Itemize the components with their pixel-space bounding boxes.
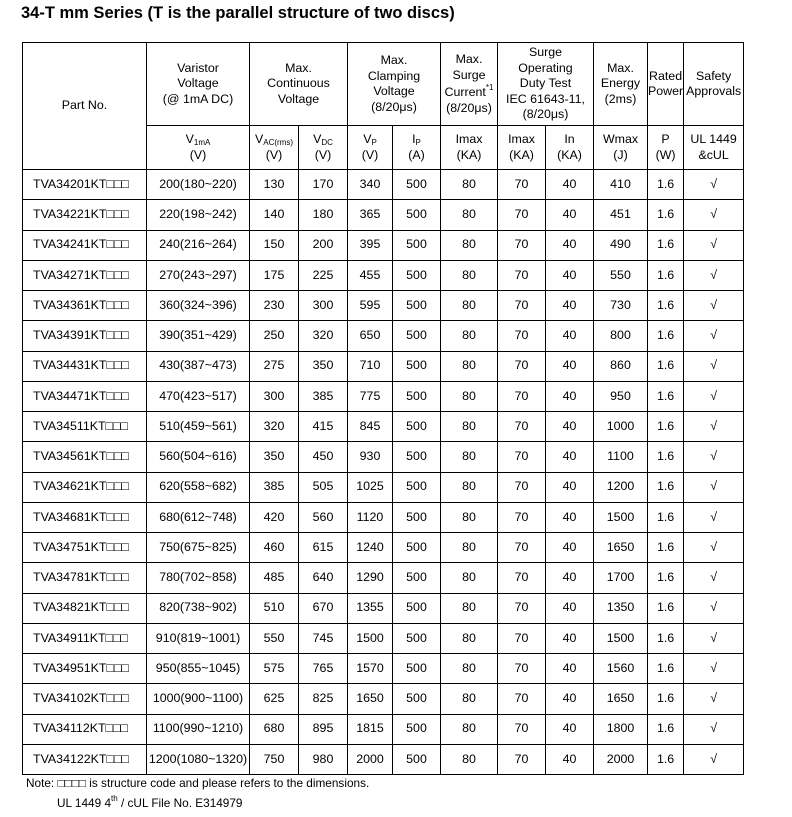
header-part-no: Part No. xyxy=(23,43,147,170)
cell-imax-duty: 70 xyxy=(498,381,546,411)
unit-v1ma: $V_{1mA}$ (V) xyxy=(147,126,250,170)
cell-vp: 2000 xyxy=(348,744,393,774)
cell-part-number: TVA34471KT□□□ xyxy=(23,381,147,411)
cell-vp: 365 xyxy=(348,200,393,230)
cell-vp: 1240 xyxy=(348,533,393,563)
cell-imax-surge: 80 xyxy=(441,200,498,230)
cell-part-number: TVA34361KT□□□ xyxy=(23,291,147,321)
cell-in: 40 xyxy=(546,291,594,321)
cell-safety: √ xyxy=(684,593,744,623)
cell-power: 1.6 xyxy=(648,170,684,200)
cell-part-number: TVA34431KT□□□ xyxy=(23,351,147,381)
cell-varistor-voltage: 240(216~264) xyxy=(147,230,250,260)
cell-vac: 385 xyxy=(250,472,299,502)
cell-power: 1.6 xyxy=(648,563,684,593)
cell-part-number: TVA34511KT□□□ xyxy=(23,412,147,442)
cell-safety: √ xyxy=(684,442,744,472)
unit-vdc: $V_{DC}$ (V) xyxy=(299,126,348,170)
cell-vp: 595 xyxy=(348,291,393,321)
cell-safety: √ xyxy=(684,533,744,563)
cell-in: 40 xyxy=(546,684,594,714)
cell-wmax: 1500 xyxy=(594,502,648,532)
cell-in: 40 xyxy=(546,533,594,563)
cell-vdc: 415 xyxy=(299,412,348,442)
table-row xyxy=(23,321,744,351)
cell-in: 40 xyxy=(546,170,594,200)
cell-imax-surge: 80 xyxy=(441,684,498,714)
cell-imax-duty: 70 xyxy=(498,533,546,563)
cell-imax-surge: 80 xyxy=(441,533,498,563)
cell-varistor-voltage: 620(558~682) xyxy=(147,472,250,502)
cell-wmax: 950 xyxy=(594,381,648,411)
cell-in: 40 xyxy=(546,472,594,502)
cell-safety: √ xyxy=(684,170,744,200)
cell-vac: 320 xyxy=(250,412,299,442)
header-max-energy: Max. Energy (2ms) xyxy=(594,43,648,126)
cell-vac: 175 xyxy=(250,260,299,290)
cell-varistor-voltage: 820(738~902) xyxy=(147,593,250,623)
unit-wmax: Wmax (J) xyxy=(594,126,648,170)
cell-vdc: 895 xyxy=(299,714,348,744)
table-row xyxy=(23,533,744,563)
cell-vp: 845 xyxy=(348,412,393,442)
cell-safety: √ xyxy=(684,351,744,381)
cell-varistor-voltage: 1100(990~1210) xyxy=(147,714,250,744)
cell-in: 40 xyxy=(546,381,594,411)
cell-imax-duty: 70 xyxy=(498,260,546,290)
cell-varistor-voltage: 430(387~473) xyxy=(147,351,250,381)
cell-imax-duty: 70 xyxy=(498,291,546,321)
cell-vdc: 980 xyxy=(299,744,348,774)
cell-imax-duty: 70 xyxy=(498,472,546,502)
table-row xyxy=(23,563,744,593)
footnote-structure-code: Note: □□□□ is structure code and please refers to the dimensions. xyxy=(26,776,370,790)
cell-imax-surge: 80 xyxy=(441,321,498,351)
cell-vac: 350 xyxy=(250,442,299,472)
cell-imax-surge: 80 xyxy=(441,472,498,502)
cell-wmax: 1560 xyxy=(594,654,648,684)
cell-wmax: 1700 xyxy=(594,563,648,593)
cell-power: 1.6 xyxy=(648,744,684,774)
cell-part-number: TVA34201KT□□□ xyxy=(23,170,147,200)
cell-wmax: 1800 xyxy=(594,714,648,744)
cell-ip: 500 xyxy=(393,260,441,290)
cell-ip: 500 xyxy=(393,684,441,714)
cell-ip: 500 xyxy=(393,502,441,532)
table-row xyxy=(23,654,744,684)
cell-power: 1.6 xyxy=(648,260,684,290)
cell-vp: 340 xyxy=(348,170,393,200)
cell-wmax: 410 xyxy=(594,170,648,200)
cell-vdc: 300 xyxy=(299,291,348,321)
cell-power: 1.6 xyxy=(648,714,684,744)
cell-varistor-voltage: 950(855~1045) xyxy=(147,654,250,684)
table-row xyxy=(23,744,744,774)
cell-vac: 485 xyxy=(250,563,299,593)
cell-in: 40 xyxy=(546,502,594,532)
cell-ip: 500 xyxy=(393,321,441,351)
cell-vac: 680 xyxy=(250,714,299,744)
cell-in: 40 xyxy=(546,412,594,442)
cell-power: 1.6 xyxy=(648,291,684,321)
cell-imax-duty: 70 xyxy=(498,230,546,260)
cell-imax-duty: 70 xyxy=(498,321,546,351)
table-row xyxy=(23,623,744,653)
cell-imax-duty: 70 xyxy=(498,200,546,230)
cell-ip: 500 xyxy=(393,230,441,260)
cell-ip: 500 xyxy=(393,593,441,623)
cell-power: 1.6 xyxy=(648,502,684,532)
footnote xyxy=(26,776,369,811)
cell-wmax: 1650 xyxy=(594,533,648,563)
header-row xyxy=(23,43,744,126)
cell-wmax: 800 xyxy=(594,321,648,351)
cell-ip: 500 xyxy=(393,744,441,774)
cell-wmax: 1000 xyxy=(594,412,648,442)
cell-vac: 575 xyxy=(250,654,299,684)
cell-ip: 500 xyxy=(393,442,441,472)
cell-power: 1.6 xyxy=(648,412,684,442)
cell-power: 1.6 xyxy=(648,200,684,230)
cell-part-number: TVA34781KT□□□ xyxy=(23,563,147,593)
unit-imax-surge: Imax (KA) xyxy=(441,126,498,170)
cell-ip: 500 xyxy=(393,654,441,684)
cell-part-number: TVA34821KT□□□ xyxy=(23,593,147,623)
cell-in: 40 xyxy=(546,230,594,260)
cell-ip: 500 xyxy=(393,381,441,411)
cell-safety: √ xyxy=(684,684,744,714)
cell-in: 40 xyxy=(546,623,594,653)
cell-in: 40 xyxy=(546,442,594,472)
cell-ip: 500 xyxy=(393,291,441,321)
cell-power: 1.6 xyxy=(648,381,684,411)
cell-imax-surge: 80 xyxy=(441,412,498,442)
table-row xyxy=(23,442,744,472)
cell-vac: 550 xyxy=(250,623,299,653)
cell-safety: √ xyxy=(684,623,744,653)
cell-varistor-voltage: 200(180~220) xyxy=(147,170,250,200)
cell-imax-surge: 80 xyxy=(441,623,498,653)
cell-part-number: TVA34561KT□□□ xyxy=(23,442,147,472)
header-max-surge-current: Max. Surge Current$^{*1}$ (8/20μs) xyxy=(441,43,498,126)
cell-in: 40 xyxy=(546,563,594,593)
cell-in: 40 xyxy=(546,654,594,684)
cell-ip: 500 xyxy=(393,533,441,563)
cell-vp: 650 xyxy=(348,321,393,351)
cell-vp: 395 xyxy=(348,230,393,260)
table-row xyxy=(23,291,744,321)
cell-vac: 130 xyxy=(250,170,299,200)
header-varistor-voltage: Varistor Voltage (@ 1mA DC) xyxy=(147,43,250,126)
cell-varistor-voltage: 510(459~561) xyxy=(147,412,250,442)
cell-imax-duty: 70 xyxy=(498,170,546,200)
cell-part-number: TVA34391KT□□□ xyxy=(23,321,147,351)
cell-imax-surge: 80 xyxy=(441,170,498,200)
cell-imax-duty: 70 xyxy=(498,351,546,381)
cell-safety: √ xyxy=(684,744,744,774)
cell-ip: 500 xyxy=(393,472,441,502)
cell-power: 1.6 xyxy=(648,351,684,381)
cell-imax-duty: 70 xyxy=(498,502,546,532)
cell-ip: 500 xyxy=(393,623,441,653)
unit-imax-duty: Imax (KA) xyxy=(498,126,546,170)
cell-vac: 275 xyxy=(250,351,299,381)
table-row xyxy=(23,351,744,381)
cell-wmax: 730 xyxy=(594,291,648,321)
cell-wmax: 550 xyxy=(594,260,648,290)
page-title: 34-T mm Series (T is the parallel structure of two discs) xyxy=(21,4,455,22)
cell-imax-surge: 80 xyxy=(441,291,498,321)
cell-wmax: 490 xyxy=(594,230,648,260)
cell-vac: 230 xyxy=(250,291,299,321)
cell-safety: √ xyxy=(684,654,744,684)
cell-vac: 460 xyxy=(250,533,299,563)
cell-imax-duty: 70 xyxy=(498,744,546,774)
cell-vdc: 670 xyxy=(299,593,348,623)
unit-p: P (W) xyxy=(648,126,684,170)
cell-vdc: 200 xyxy=(299,230,348,260)
cell-safety: √ xyxy=(684,714,744,744)
cell-vdc: 350 xyxy=(299,351,348,381)
cell-imax-surge: 80 xyxy=(441,563,498,593)
cell-vac: 140 xyxy=(250,200,299,230)
cell-vdc: 225 xyxy=(299,260,348,290)
cell-imax-surge: 80 xyxy=(441,381,498,411)
cell-varistor-voltage: 470(423~517) xyxy=(147,381,250,411)
cell-vp: 930 xyxy=(348,442,393,472)
cell-vac: 625 xyxy=(250,684,299,714)
cell-imax-surge: 80 xyxy=(441,593,498,623)
cell-wmax: 1500 xyxy=(594,623,648,653)
cell-in: 40 xyxy=(546,593,594,623)
cell-part-number: TVA34241KT□□□ xyxy=(23,230,147,260)
cell-varistor-voltage: 560(504~616) xyxy=(147,442,250,472)
cell-ip: 500 xyxy=(393,563,441,593)
cell-imax-surge: 80 xyxy=(441,230,498,260)
cell-power: 1.6 xyxy=(648,593,684,623)
cell-imax-surge: 80 xyxy=(441,351,498,381)
cell-varistor-voltage: 1000(900~1100) xyxy=(147,684,250,714)
cell-part-number: TVA34102KT□□□ xyxy=(23,684,147,714)
cell-varistor-voltage: 1200(1080~1320) xyxy=(147,744,250,774)
footnote-ul-file: UL 1449 4th / cUL File No. E314979 xyxy=(57,794,243,810)
cell-wmax: 1350 xyxy=(594,593,648,623)
cell-imax-surge: 80 xyxy=(441,714,498,744)
cell-vdc: 560 xyxy=(299,502,348,532)
cell-vdc: 765 xyxy=(299,654,348,684)
cell-vdc: 180 xyxy=(299,200,348,230)
cell-ip: 500 xyxy=(393,714,441,744)
table-row xyxy=(23,593,744,623)
cell-part-number: TVA34122KT□□□ xyxy=(23,744,147,774)
cell-vdc: 745 xyxy=(299,623,348,653)
cell-vp: 1650 xyxy=(348,684,393,714)
cell-varistor-voltage: 680(612~748) xyxy=(147,502,250,532)
cell-vdc: 505 xyxy=(299,472,348,502)
cell-imax-duty: 70 xyxy=(498,593,546,623)
cell-power: 1.6 xyxy=(648,442,684,472)
table-row xyxy=(23,230,744,260)
cell-power: 1.6 xyxy=(648,623,684,653)
cell-imax-surge: 80 xyxy=(441,744,498,774)
cell-part-number: TVA34221KT□□□ xyxy=(23,200,147,230)
cell-wmax: 2000 xyxy=(594,744,648,774)
cell-power: 1.6 xyxy=(648,230,684,260)
cell-ip: 500 xyxy=(393,351,441,381)
cell-in: 40 xyxy=(546,260,594,290)
cell-safety: √ xyxy=(684,200,744,230)
cell-imax-surge: 80 xyxy=(441,654,498,684)
cell-imax-duty: 70 xyxy=(498,714,546,744)
cell-part-number: TVA34681KT□□□ xyxy=(23,502,147,532)
unit-vac: $V_{AC(rms)}$ (V) xyxy=(250,126,299,170)
cell-safety: √ xyxy=(684,412,744,442)
cell-vp: 1290 xyxy=(348,563,393,593)
cell-wmax: 1650 xyxy=(594,684,648,714)
cell-vp: 775 xyxy=(348,381,393,411)
cell-vac: 420 xyxy=(250,502,299,532)
cell-vac: 150 xyxy=(250,230,299,260)
cell-vp: 710 xyxy=(348,351,393,381)
cell-varistor-voltage: 910(819~1001) xyxy=(147,623,250,653)
table-row xyxy=(23,472,744,502)
table-row xyxy=(23,381,744,411)
cell-vp: 1355 xyxy=(348,593,393,623)
cell-vdc: 170 xyxy=(299,170,348,200)
cell-vp: 455 xyxy=(348,260,393,290)
table-row xyxy=(23,714,744,744)
cell-power: 1.6 xyxy=(648,533,684,563)
cell-imax-duty: 70 xyxy=(498,442,546,472)
header-safety-approvals: Safety Approvals xyxy=(684,43,744,126)
unit-in: In (KA) xyxy=(546,126,594,170)
cell-wmax: 860 xyxy=(594,351,648,381)
cell-in: 40 xyxy=(546,351,594,381)
cell-safety: √ xyxy=(684,260,744,290)
cell-vp: 1815 xyxy=(348,714,393,744)
cell-power: 1.6 xyxy=(648,472,684,502)
spec-table-body xyxy=(23,170,744,775)
cell-varistor-voltage: 780(702~858) xyxy=(147,563,250,593)
cell-imax-duty: 70 xyxy=(498,684,546,714)
cell-safety: √ xyxy=(684,321,744,351)
cell-safety: √ xyxy=(684,291,744,321)
cell-power: 1.6 xyxy=(648,654,684,684)
table-row xyxy=(23,170,744,200)
cell-part-number: TVA34621KT□□□ xyxy=(23,472,147,502)
cell-part-number: TVA34951KT□□□ xyxy=(23,654,147,684)
header-rated-power: Rated Power xyxy=(648,43,684,126)
unit-vp: $V_P$ (V) xyxy=(348,126,393,170)
cell-varistor-voltage: 750(675~825) xyxy=(147,533,250,563)
cell-vp: 1500 xyxy=(348,623,393,653)
cell-vdc: 640 xyxy=(299,563,348,593)
cell-imax-duty: 70 xyxy=(498,654,546,684)
table-row xyxy=(23,684,744,714)
cell-vp: 1570 xyxy=(348,654,393,684)
cell-varistor-voltage: 360(324~396) xyxy=(147,291,250,321)
cell-wmax: 451 xyxy=(594,200,648,230)
cell-vdc: 385 xyxy=(299,381,348,411)
cell-varistor-voltage: 390(351~429) xyxy=(147,321,250,351)
cell-vac: 300 xyxy=(250,381,299,411)
cell-ip: 500 xyxy=(393,170,441,200)
cell-vp: 1025 xyxy=(348,472,393,502)
cell-vdc: 615 xyxy=(299,533,348,563)
cell-imax-surge: 80 xyxy=(441,442,498,472)
cell-in: 40 xyxy=(546,714,594,744)
cell-power: 1.6 xyxy=(648,321,684,351)
cell-vac: 750 xyxy=(250,744,299,774)
cell-imax-surge: 80 xyxy=(441,260,498,290)
table-row xyxy=(23,502,744,532)
header-max-clamping-voltage: Max. Clamping Voltage (8/20μs) xyxy=(348,43,441,126)
cell-in: 40 xyxy=(546,321,594,351)
cell-varistor-voltage: 220(198~242) xyxy=(147,200,250,230)
cell-in: 40 xyxy=(546,744,594,774)
cell-part-number: TVA34112KT□□□ xyxy=(23,714,147,744)
unit-ip: $I_P$ (A) xyxy=(393,126,441,170)
cell-imax-duty: 70 xyxy=(498,412,546,442)
cell-safety: √ xyxy=(684,230,744,260)
table-row xyxy=(23,412,744,442)
cell-ip: 500 xyxy=(393,412,441,442)
cell-part-number: TVA34751KT□□□ xyxy=(23,533,147,563)
cell-vp: 1120 xyxy=(348,502,393,532)
cell-vdc: 450 xyxy=(299,442,348,472)
cell-imax-surge: 80 xyxy=(441,502,498,532)
unit-ul: UL 1449 &cUL xyxy=(684,126,744,170)
cell-power: 1.6 xyxy=(648,684,684,714)
cell-wmax: 1100 xyxy=(594,442,648,472)
cell-safety: √ xyxy=(684,502,744,532)
header-max-continuous-voltage: Max. Continuous Voltage xyxy=(250,43,348,126)
cell-ip: 500 xyxy=(393,200,441,230)
cell-wmax: 1200 xyxy=(594,472,648,502)
cell-part-number: TVA34911KT□□□ xyxy=(23,623,147,653)
table-row xyxy=(23,200,744,230)
spec-table xyxy=(22,42,744,775)
cell-safety: √ xyxy=(684,472,744,502)
cell-imax-duty: 70 xyxy=(498,563,546,593)
cell-vac: 510 xyxy=(250,593,299,623)
cell-imax-duty: 70 xyxy=(498,623,546,653)
cell-safety: √ xyxy=(684,563,744,593)
cell-vdc: 825 xyxy=(299,684,348,714)
header-surge-operating-duty-test: Surge Operating Duty Test IEC 61643-11, (8/20μs) xyxy=(498,43,594,126)
cell-part-number: TVA34271KT□□□ xyxy=(23,260,147,290)
cell-varistor-voltage: 270(243~297) xyxy=(147,260,250,290)
cell-in: 40 xyxy=(546,200,594,230)
cell-vdc: 320 xyxy=(299,321,348,351)
cell-safety: √ xyxy=(684,381,744,411)
cell-vac: 250 xyxy=(250,321,299,351)
table-row xyxy=(23,260,744,290)
